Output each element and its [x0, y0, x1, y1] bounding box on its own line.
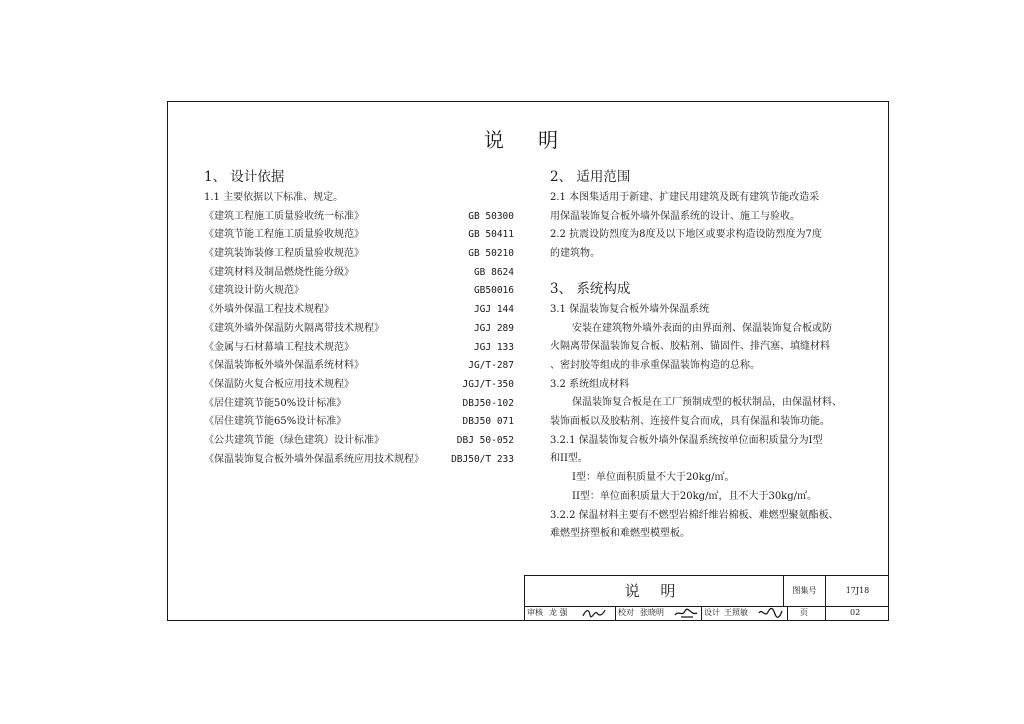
standard-row	[204, 264, 514, 283]
standard-code: GB 8624	[473, 266, 514, 278]
page-label: 页	[800, 608, 808, 617]
design-label: 设计	[704, 608, 720, 617]
standard-name: 《保温装饰复合板外墙外保温系统应用技术规程》	[204, 453, 424, 465]
standard-name: 《建筑工程施工质量验收统一标准》	[204, 210, 364, 222]
section3-2-para: 保温装饰复合板是在工厂预制成型的板状制品，由保温材料、	[572, 397, 842, 409]
standard-code: GB50016	[473, 285, 514, 297]
type-ii: II型：单位面积质量大于20kg/㎡，且不大于30kg/㎡。	[572, 490, 818, 502]
standard-code: JG/T-287	[468, 360, 514, 372]
standard-row	[204, 320, 514, 339]
standard-name: 《建筑材料及制品燃烧性能分级》	[204, 266, 354, 278]
section3-2-2: 难燃型挤塑板和难燃型模塑板。	[550, 528, 690, 540]
standard-row	[204, 451, 514, 470]
section2-line: 2.1 本图集适用于新建、扩建民用建筑及既有建筑节能改造采	[550, 192, 820, 203]
drawing-sheet	[167, 101, 889, 621]
standard-code: JGJ/T-350	[462, 378, 514, 390]
standard-row	[204, 339, 514, 358]
type-i: I型：单位面积质量不大于20kg/㎡。	[572, 472, 735, 484]
section1-intro: 1.1 主要依据以下标准、规定。	[204, 192, 344, 203]
standard-name: 《保温防火复合板应用技术规程》	[204, 378, 354, 390]
reviewer-name: 龙 强	[549, 608, 568, 617]
standard-name: 《建筑外墙外保温防火隔离带技术规程》	[204, 322, 384, 334]
standard-code: GB 50300	[468, 210, 514, 222]
standard-name: 《建筑设计防火规范》	[204, 285, 304, 297]
standard-name: 《金属与石材幕墙工程技术规范》	[204, 341, 354, 353]
standard-name: 《居住建筑节能65%设计标准》	[204, 416, 347, 428]
section3-2-title: 3.2 系统组成材料	[550, 378, 630, 390]
standard-row	[204, 413, 514, 432]
standard-code: DBJ50/T 233	[451, 453, 514, 465]
standard-row	[204, 395, 514, 414]
standard-row	[204, 301, 514, 320]
checker-name: 张晓明	[640, 608, 664, 617]
standard-name: 《公共建筑节能（绿色建筑）设计标准》	[204, 434, 384, 446]
standard-name: 《外墙外保温工程技术规程》	[204, 304, 334, 316]
section3-1-title: 3.1 保温装饰复合板外墙外保温系统	[550, 303, 710, 315]
title-block-name: 说 明	[624, 582, 684, 600]
standard-row	[204, 357, 514, 376]
checker-signature-icon	[673, 607, 699, 619]
section2-line: 的建筑物。	[550, 248, 600, 260]
standard-code: DBJ50 071	[462, 416, 514, 428]
section2-line: 2.2 抗震设防烈度为8度及以下地区或要求构造设防烈度为7度	[550, 229, 822, 241]
standard-row	[204, 226, 514, 245]
section3-2-1: 和II型。	[550, 453, 588, 465]
standards-list	[204, 208, 514, 470]
signature-row	[525, 606, 888, 620]
section3-2-1: 3.2.1 保温装饰复合板外墙外保温系统按单位面积质量分为I型	[550, 434, 823, 446]
standard-row	[204, 245, 514, 264]
section3-1-para: 、密封胶等组成的非承重保温装饰构造的总称。	[550, 359, 760, 371]
designer-signature-icon	[757, 607, 783, 619]
standard-row	[204, 432, 514, 451]
standard-name: 《建筑节能工程施工质量验收规范》	[204, 229, 364, 241]
section3-1-para: 安装在建筑物外墙外表面的由界面剂、保温装饰复合板或防	[572, 322, 832, 334]
standard-name: 《保温装饰板外墙外保温系统材料》	[204, 360, 364, 372]
section3-1-para: 火隔离带保温装饰复合板、胶粘剂、锚固件、排汽塞、填缝材料	[550, 341, 830, 353]
reviewer-signature-icon	[581, 607, 607, 619]
standard-code: DBJ50-102	[462, 397, 514, 409]
designer-name: 王照敏	[724, 608, 748, 617]
page-title: 说 明	[483, 128, 573, 152]
review-label: 审核	[527, 608, 543, 617]
standard-row	[204, 376, 514, 395]
section1-heading: 1、 设计依据	[204, 169, 285, 185]
check-label: 校对	[618, 608, 634, 617]
atlas-label: 图集号	[783, 576, 825, 606]
page-number: 02	[850, 608, 861, 617]
right-column	[550, 166, 862, 544]
section3-2-2: 3.2.2 保温材料主要有不燃型岩棉纤维岩棉板、难燃型聚氨酯板、	[550, 509, 839, 521]
section3-2-para: 装饰面板以及胶粘剂、连接件复合而成，具有保温和装饰功能。	[550, 416, 830, 428]
standard-code: GB 50210	[468, 248, 514, 260]
section3-heading: 3、 系统构成	[550, 280, 631, 297]
standard-row	[204, 282, 514, 301]
standard-code: JGJ 133	[473, 341, 514, 353]
title-block	[524, 575, 888, 620]
standard-code: DBJ 50-052	[456, 434, 514, 446]
standard-code: GB 50411	[468, 229, 514, 241]
atlas-number: 17J18	[825, 576, 889, 606]
section2-heading: 2、 适用范围	[550, 169, 631, 185]
standard-code: JGJ 144	[473, 304, 514, 316]
left-column	[204, 166, 514, 469]
standard-row	[204, 208, 514, 227]
standard-name: 《建筑装饰装修工程质量验收规范》	[204, 248, 364, 260]
section2-line: 用保温装饰复合板外墙外保温系统的设计、施工与验收。	[550, 210, 800, 222]
standard-code: JGJ 289	[473, 322, 514, 334]
standard-name: 《居住建筑节能50%设计标准》	[204, 397, 347, 409]
